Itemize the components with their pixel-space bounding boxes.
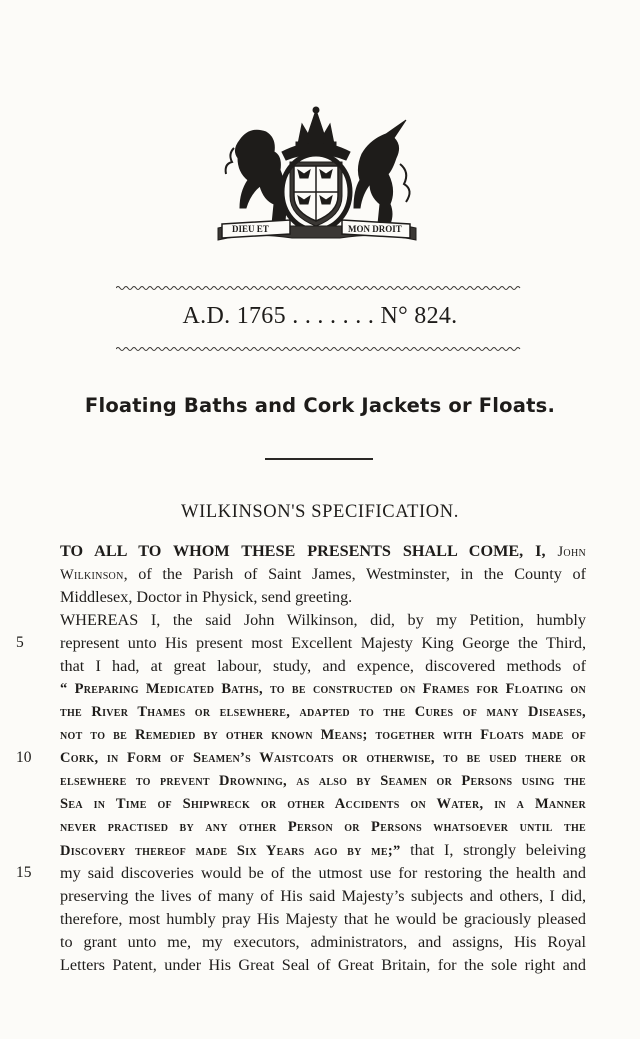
leader-dots: . . . . . . . [292,303,375,329]
text-line-10: Cork, in Form of Seamen’s Waistcoats or otherwise, to be used there or [60,750,586,766]
text-line-19: Letters Patent, under His Great Seal of Great Britain, for the sole right and [60,956,586,974]
invention-title: Floating Baths and Cork Jackets or Floats. [84,394,556,417]
text-line-6: that I had, at great labour, study, and expence, discovered methods of [60,657,586,675]
text-line-8: the River Thames or elsewhere, adapted to the Cures of many Diseases, [60,704,586,720]
text-line-16: preserving the lives of many of His said Majesty’s subjects and others, I did, [60,887,586,905]
wavy-rule-bottom [116,346,522,352]
text-line-3: Middlesex, Doctor in Physick, send greeting. [60,588,353,606]
line-number: 15 [16,864,32,881]
document-heading [0,303,640,330]
royal-coat-of-arms-icon [210,104,422,242]
year: A.D. 1765 [182,303,286,329]
motto-right: MON DROIT [348,224,402,234]
text-line-9: not to be Remedied by other known Means; together with Floats made of [60,727,586,743]
text-line-18: to grant unto me, my executors, administrators, and assigns, His Royal [60,933,586,951]
text-line-13: never practised by any other Person or Persons whatsoever until the [60,819,586,835]
line-number: 5 [16,634,24,651]
text-line-7: “ Preparing Medicated Baths, to be constructed on Frames for Floating on [60,681,586,697]
line-number: 10 [16,749,32,766]
text-line-11: elsewhere to prevent Drowning, as also by Seamen or Persons using the [60,773,586,789]
text-line-2: Wilkinson, of the Parish of Saint James, Westminster, in the County of [60,565,586,583]
wavy-rule-top [116,285,522,291]
specification-heading: WILKINSON'S SPECIFICATION. [181,502,459,522]
text-line-15: my said discoveries would be of the utmost use for restoring the health and [60,864,586,882]
text-line-17: therefore, most humbly pray His Majesty that he would be graciously pleased [60,910,586,928]
text-line-12: Sea in Time of Shipwreck or other Accidents on Water, in a Manner [60,796,586,812]
text-line-5: represent unto His present most Excellent Majesty King George the Third, [60,634,586,652]
text-line-4: WHEREAS I, the said John Wilkinson, did, by my Petition, humbly [60,611,586,629]
text-line-14: Discovery thereof made Six Years ago by me;” that I, strongly beleiving [60,841,586,859]
text-line-1: TO ALL TO WHOM THESE PRESENTS SHALL COME, I, John [60,542,586,560]
patent-number: N° 824. [380,303,458,329]
title-divider [265,458,373,460]
motto-left: DIEU ET [232,224,269,234]
